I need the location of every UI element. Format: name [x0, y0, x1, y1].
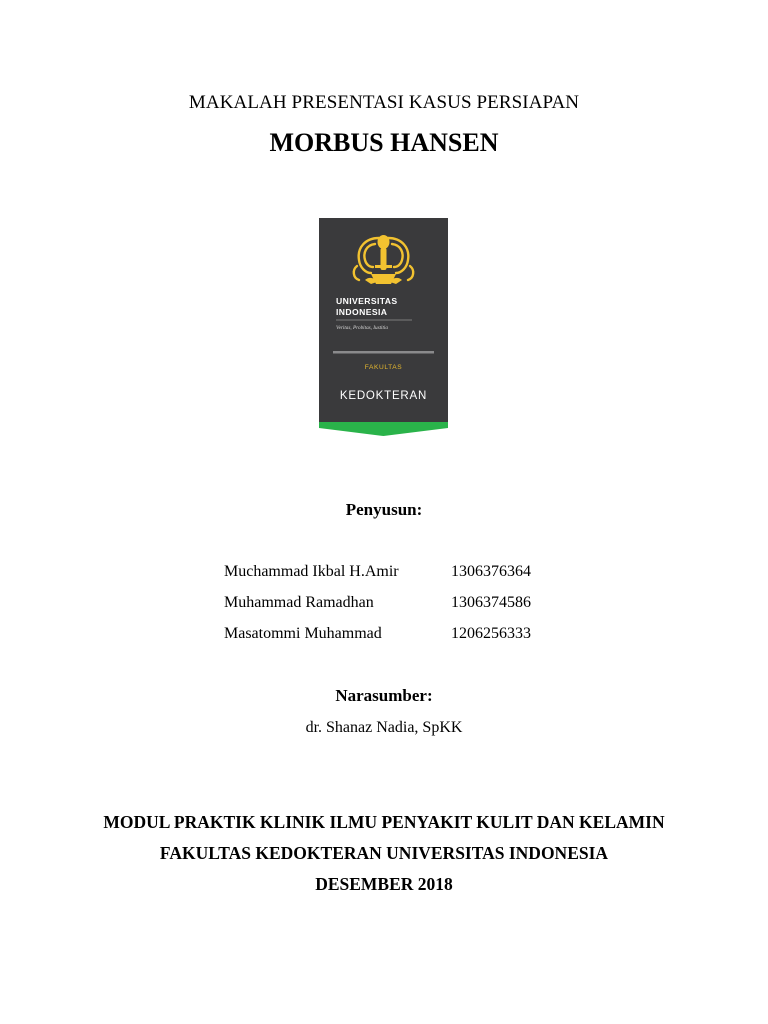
- advisor-heading: Narasumber:: [335, 686, 433, 705]
- authors-heading: Penyusun:: [345, 500, 423, 519]
- logo-faculty-name: KEDOKTERAN: [339, 390, 428, 402]
- author-row: [224, 563, 564, 585]
- logo-university-line1: UNIVERSITAS: [336, 296, 398, 306]
- author-nim: 1306376364: [451, 563, 531, 580]
- document-subtitle: MAKALAH PRESENTASI KASUS PERSIAPAN: [188, 92, 580, 113]
- footer-module-line: MODUL PRAKTIK KLINIK ILMU PENYAKIT KULIT DAN KELAMIN: [103, 812, 665, 832]
- logo-separator: [333, 351, 434, 354]
- logo-motto: Veritas, Probitas, Iustitia: [336, 325, 388, 331]
- author-name: Masatommi Muhammad: [224, 625, 382, 642]
- logo-faculty-label: FAKULTAS: [364, 364, 403, 371]
- university-faculty-logo: [319, 218, 448, 436]
- document-title: MORBUS HANSEN: [269, 128, 499, 157]
- advisor-name: dr. Shanaz Nadia, SpKK: [305, 719, 463, 736]
- author-nim: 1306374586: [451, 594, 531, 611]
- footer-date-line: DESEMBER 2018: [315, 874, 453, 894]
- author-nim: 1206256333: [451, 625, 531, 642]
- author-name: Muchammad Ikbal H.Amir: [224, 563, 399, 580]
- logo-university-line2: INDONESIA: [336, 307, 388, 317]
- footer-faculty-line: FAKULTAS KEDOKTERAN UNIVERSITAS INDONESIA: [159, 843, 609, 863]
- author-row: [224, 625, 564, 647]
- logo-green-chevron: [319, 422, 448, 436]
- author-name: Muhammad Ramadhan: [224, 594, 374, 611]
- author-row: [224, 594, 564, 616]
